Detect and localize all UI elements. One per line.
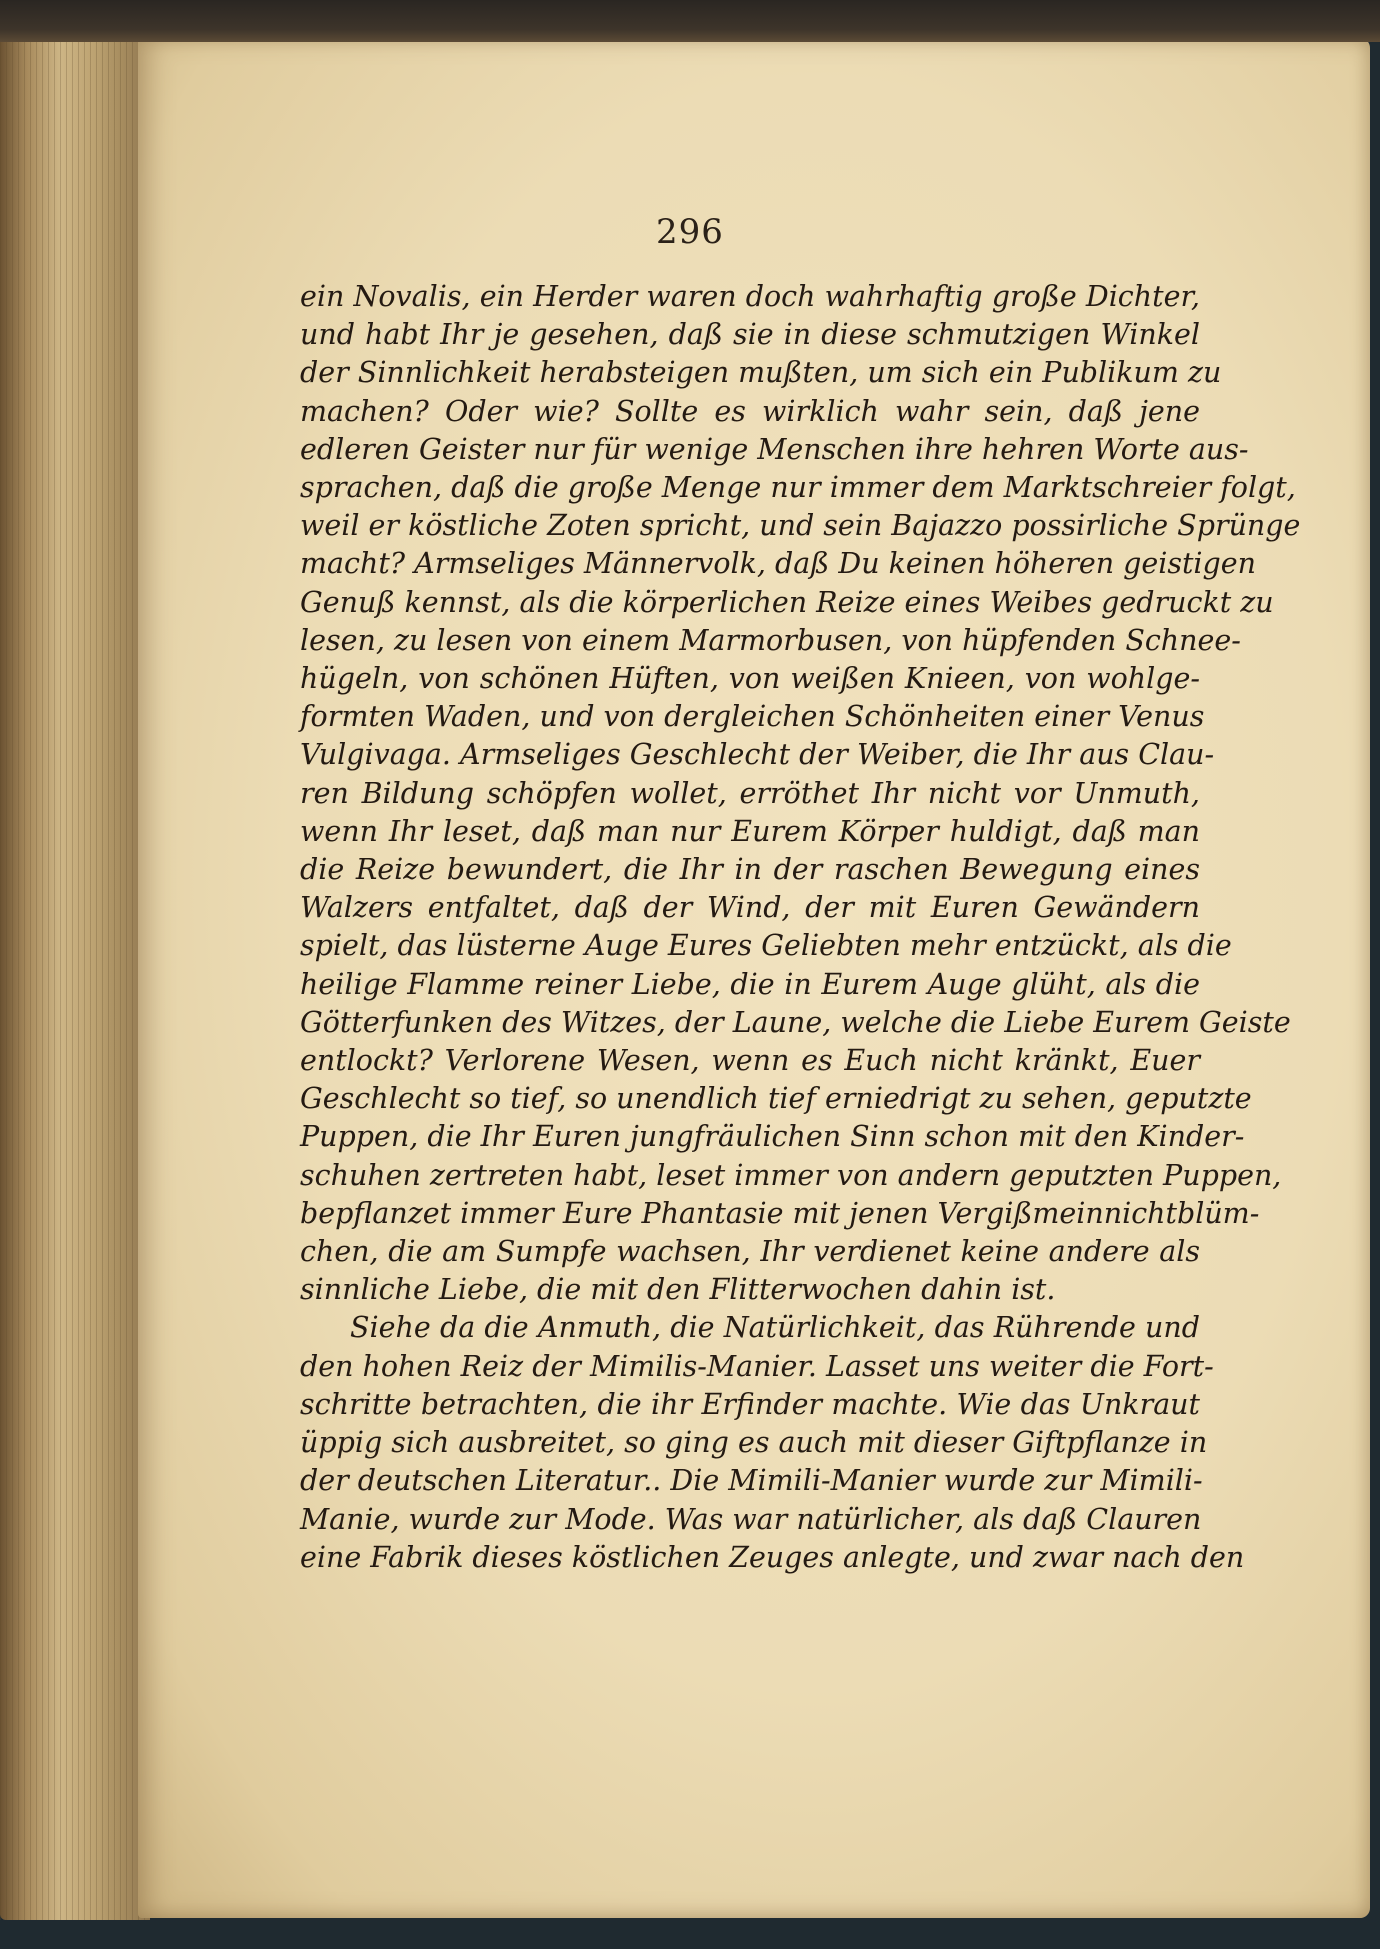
text-line: Puppen, die Ihr Euren jungfräulichen Sinn schon mit den Kinder- [300, 1120, 1245, 1154]
text-line: edleren Geister nur für wenige Menschen ihre hehren Worte aus- [300, 432, 1249, 466]
text-line: schritte betrachten, die ihr Erfinder machte. Wie das Unkraut [300, 1387, 1200, 1421]
text-line: Manie, wurde zur Mode. Was war natürlicher, als daß Clauren [300, 1502, 1202, 1536]
page-number: 296 [656, 212, 724, 252]
text-line: heilige Flamme reiner Liebe, die in Eurem Auge glüht, als die [300, 967, 1200, 1001]
text-line: entlockt? Verlorene Wesen, wenn es Euch nicht kränkt, Euer [300, 1044, 1200, 1078]
text-line: machen? Oder wie? Sollte es wirklich wahr sein, daß jene [300, 394, 1200, 428]
text-line: der deutschen Literatur.. Die Mimili-Manier wurde zur Mimili- [300, 1464, 1203, 1498]
text-line: lesen, zu lesen von einem Marmorbusen, von hüpfenden Schnee- [300, 623, 1241, 657]
text-line: sinnliche Liebe, die mit den Flitterwochen dahin ist. [300, 1273, 1056, 1307]
text-line: spielt, das lüsterne Auge Eures Geliebten mehr entzückt, als die [300, 929, 1232, 963]
text-line: Genuß kennst, als die körperlichen Reize eines Weibes gedruckt zu [300, 585, 1274, 619]
book-page-edges [0, 30, 150, 1920]
text-line: hügeln, von schönen Hüften, von weißen Knieen, von wohlge- [300, 662, 1200, 696]
text-line: und habt Ihr je gesehen, daß sie in diese schmutzigen Winkel [300, 318, 1200, 352]
text-line: ren Bildung schöpfen wollet, erröthet Ihr nicht vor Unmuth, [300, 776, 1200, 810]
text-line: Walzers entfaltet, daß der Wind, der mit Euren Gewändern [300, 891, 1200, 925]
text-line: Götterfunken des Witzes, der Laune, welche die Liebe Eurem Geiste [300, 1005, 1291, 1039]
book-cover-top [0, 0, 1380, 42]
text-line: macht? Armseliges Männervolk, daß Du keinen höheren geistigen [300, 547, 1257, 581]
text-line: eine Fabrik dieses köstlichen Zeuges anlegte, und zwar nach den [300, 1540, 1245, 1574]
text-line: Vulgivaga. Armseliges Geschlecht der Weiber, die Ihr aus Clau- [300, 738, 1215, 772]
body-text [300, 278, 1301, 1577]
text-line: den hohen Reiz der Mimilis-Manier. Lasset uns weiter die Fort- [300, 1349, 1214, 1383]
text-line: chen, die am Sumpfe wachsen, Ihr verdienet keine andere als [300, 1235, 1200, 1269]
text-line: ein Novalis, ein Herder waren doch wahrhaftig große Dichter, [300, 280, 1200, 313]
text-line: bepflanzet immer Eure Phantasie mit jenen Vergißmeinnichtblüm- [300, 1196, 1260, 1230]
text-line: der Sinnlichkeit herabsteigen mußten, um sich ein Publikum zu [300, 356, 1222, 390]
text-line: Siehe da die Anmuth, die Natürlichkeit, das Rührende und [350, 1311, 1200, 1345]
text-line: sprachen, daß die große Menge nur immer dem Marktschreier folgt, [300, 471, 1296, 505]
text-line: formten Waden, und von dergleichen Schönheiten einer Venus [300, 700, 1205, 734]
text-line: Geschlecht so tief, so unendlich tief erniedrigt zu sehen, geputzte [300, 1082, 1252, 1116]
text-line: üppig sich ausbreitet, so ging es auch mit dieser Giftpflanze in [300, 1426, 1208, 1460]
text-line: die Reize bewundert, die Ihr in der raschen Bewegung eines [300, 853, 1200, 887]
text-line: wenn Ihr leset, daß man nur Eurem Körper huldigt, daß man [300, 814, 1200, 848]
text-line: weil er köstliche Zoten spricht, und sein Bajazzo possirliche Sprünge [300, 509, 1301, 543]
text-line: schuhen zertreten habt, leset immer von andern geputzten Puppen, [300, 1158, 1282, 1192]
